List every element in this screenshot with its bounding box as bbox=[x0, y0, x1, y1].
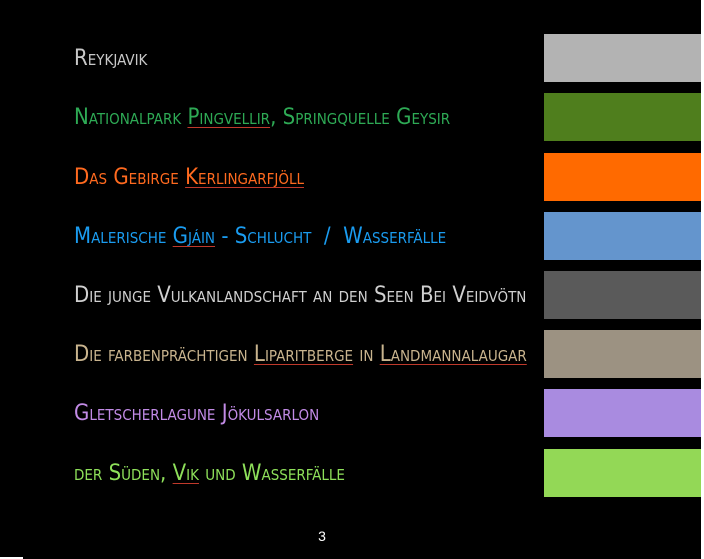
label-text-underlined: Liparitberge bbox=[253, 342, 354, 367]
label-text: , Springquelle Geysir bbox=[270, 105, 451, 130]
color-swatch-jokulsarlon bbox=[544, 389, 701, 437]
list-item-landmannalaugar bbox=[0, 330, 704, 380]
location-label-vik bbox=[74, 449, 345, 499]
location-label-gjain bbox=[74, 212, 446, 262]
label-text: und Wasserfälle bbox=[198, 461, 345, 486]
label-text-underlined: Landmannalaugar bbox=[379, 342, 527, 367]
label-text-underlined: Gjáin bbox=[172, 224, 216, 249]
list-item-kerlingarfjoll bbox=[0, 153, 704, 203]
label-text: Nationalpark bbox=[74, 105, 188, 130]
label-text: in bbox=[353, 342, 380, 367]
list-item-veidivotn bbox=[0, 271, 704, 321]
label-text-underlined: Vik bbox=[172, 461, 199, 486]
color-swatch-thingvellir bbox=[544, 93, 701, 141]
color-swatch-landmannalaugar bbox=[544, 330, 701, 378]
label-text: Das Gebirge bbox=[74, 165, 186, 190]
page-number: 3 bbox=[318, 528, 326, 544]
color-swatch-gjain bbox=[544, 212, 701, 260]
label-text: - Schlucht / Wasserfälle bbox=[215, 224, 447, 249]
color-swatch-vik bbox=[544, 449, 701, 497]
label-text: Die farbenprächtigen bbox=[74, 342, 254, 367]
color-swatch-reykjavik bbox=[544, 34, 701, 82]
list-item-gjain bbox=[0, 212, 704, 262]
label-text: Malerische bbox=[74, 224, 173, 249]
location-label-thingvellir bbox=[74, 93, 450, 143]
location-label-reykjavik: Reykjavik bbox=[74, 46, 148, 71]
location-label-landmannalaugar bbox=[74, 330, 527, 380]
list-item-reykjavik bbox=[0, 34, 704, 84]
label-text-underlined: Kerlingarfjöll bbox=[185, 165, 304, 190]
list-item-jokulsarlon bbox=[0, 389, 704, 439]
list-item-thingvellir bbox=[0, 93, 704, 143]
label-text-underlined: Pingvellir bbox=[187, 105, 271, 130]
color-swatch-veidivotn bbox=[544, 271, 701, 319]
location-label-veidivotn: Die junge Vulkanlandschaft an den Seen Bei Veidvötn bbox=[74, 283, 527, 308]
location-label-jokulsarlon: Gletscherlagune Jökulsarlon bbox=[74, 401, 320, 426]
location-label-kerlingarfjoll bbox=[74, 153, 304, 203]
list-item-vik bbox=[0, 449, 704, 499]
label-text: der Süden, bbox=[74, 461, 173, 486]
color-swatch-kerlingarfjoll bbox=[544, 153, 701, 201]
